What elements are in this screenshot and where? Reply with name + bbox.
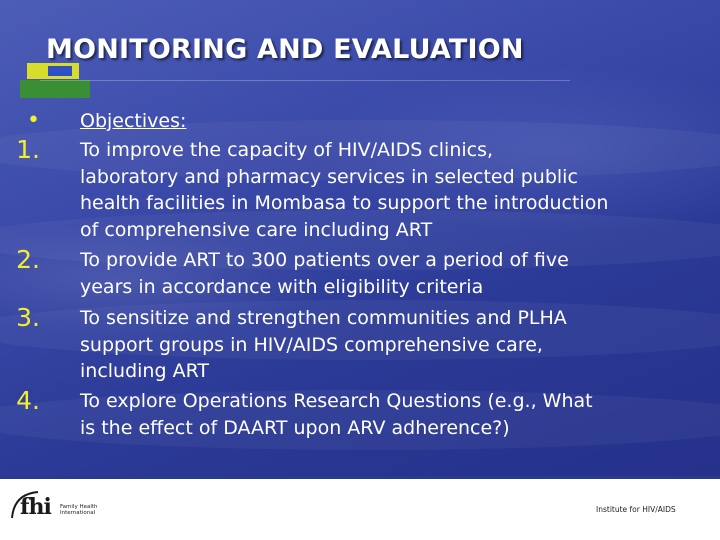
item-text	[80, 305, 680, 385]
title-rule	[40, 80, 570, 81]
fhi-name-line: International	[60, 510, 96, 517]
item-number: 4.	[16, 386, 40, 415]
title-decoration-green	[20, 80, 90, 98]
fhi-mark: fhi	[20, 494, 51, 520]
item-line: including ART	[80, 360, 209, 382]
item-line: is the effect of DAART upon ARV adherence?)	[80, 416, 510, 439]
item-line: To improve the capacity of HIV/AIDS clinics,	[80, 139, 494, 161]
item-number: 2.	[16, 245, 40, 274]
slide-title: MONITORING AND EVALUATION	[46, 34, 524, 65]
item-line: To provide ART to 300 patients over a period of five	[80, 249, 569, 271]
fhi-name	[60, 504, 98, 517]
item-line: health facilities in Mombasa to support the introduction	[80, 192, 609, 214]
item-line: laboratory and pharmacy services in selected public	[80, 165, 578, 188]
item-line: years in accordance with eligibility criteria	[80, 275, 484, 298]
item-text	[80, 247, 680, 300]
item-number: 3.	[16, 303, 40, 332]
fhi-logo	[8, 486, 108, 528]
fhi-name-line: Family Health	[60, 504, 98, 510]
objectives-label: Objectives:	[80, 110, 187, 132]
institute-label: Institute for HIV/AIDS	[596, 505, 676, 514]
item-number: 1.	[16, 135, 40, 164]
item-line: support groups in HIV/AIDS comprehensive care,	[80, 333, 543, 356]
item-text	[80, 388, 680, 441]
title-decoration-blue	[48, 66, 72, 76]
item-line: of comprehensive care including ART	[80, 218, 433, 241]
item-text	[80, 137, 680, 243]
item-line: To explore Operations Research Questions (e.g., What	[80, 390, 593, 412]
footer-divider	[0, 476, 720, 479]
bullet-marker: •	[27, 108, 40, 133]
item-line: To sensitize and strengthen communities and PLHA	[80, 307, 567, 329]
